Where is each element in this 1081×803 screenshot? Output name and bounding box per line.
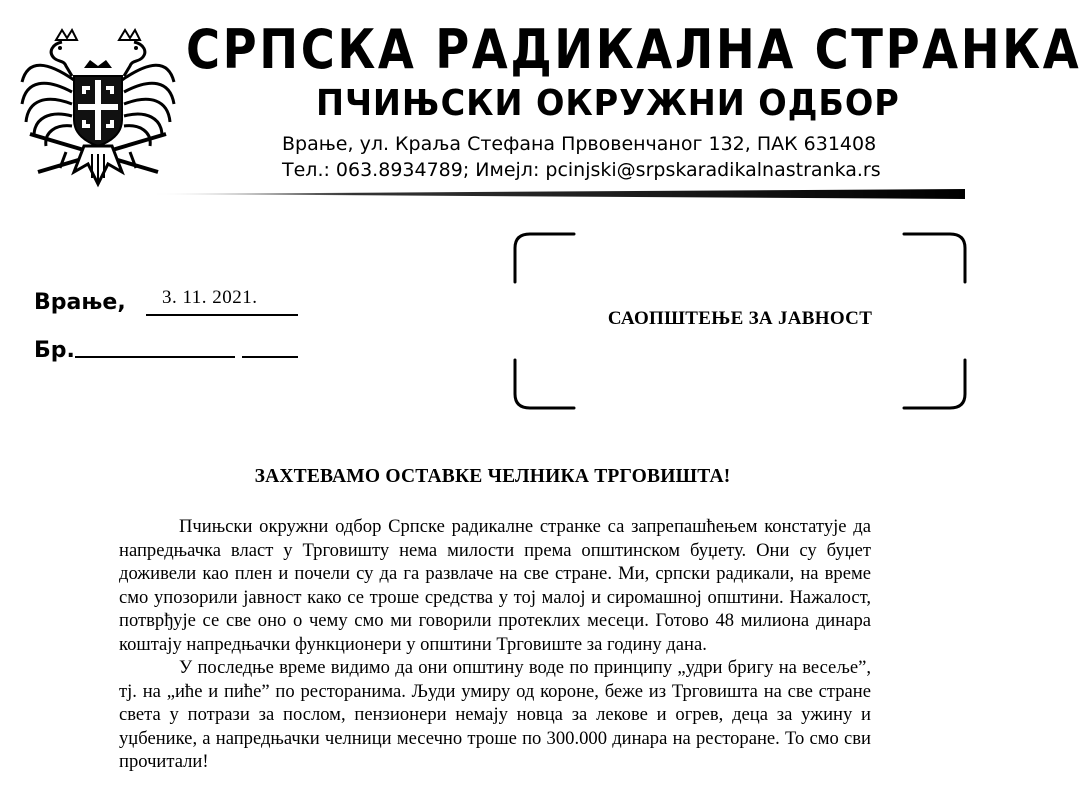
number-suffix-underline xyxy=(242,356,298,358)
committee-name: ПЧИЊСКИ ОКРУЖНИ ОДБОР xyxy=(316,83,900,124)
contact-line: Тел.: 063.8934789; Имејл: pcinjski@srpskaradikalnastranka.rs xyxy=(282,159,881,181)
body-text xyxy=(119,515,871,774)
party-emblem-logo xyxy=(18,22,178,194)
number-underline xyxy=(75,356,235,358)
headline: ЗАХТЕВАМО ОСТАВКЕ ЧЕЛНИКА ТРГОВИШТА! xyxy=(254,466,731,487)
date-underline xyxy=(146,314,298,316)
body-paragraph-1: Пчињски окружни одбор Српске радикалне странке са запрепашћењем констатује да напредњачка власт у Трговишту нема милости према општинском буџету. Они су буџет доживели као плен и почели су да га развлаче на све стране. Ми, српски радикали, на време смо упозорили јавност како се троше средства у тој малој и сиромашној општини. Нажалост, потврђује се све оно о чему смо ми говорили протеклих месеци. Готово 48 милиона динара коштају напредњачки функционери у општини Трговиште за годину дана. xyxy=(119,516,871,655)
release-title: САОПШТЕЊЕ ЗА ЈАВНОСТ xyxy=(607,308,873,329)
address-line: Врање, ул. Краља Стефана Првовенчаног 132, ПАК 631408 xyxy=(282,133,877,155)
body-paragraph-2: У последње време видимо да они општину воде по принципу „удри бригу на весеље”, тј. на „иће и пиће” по ресторанима. Људи умиру од короне, беже из Трговишта на све стране света у потрази за послом, пензионери немају новца за лекове и огрев, деца за ужину и уџбенике, а напредњачки челници месечно троше по 300.000 динара на ресторане. То смо сви прочитали! xyxy=(119,657,871,772)
date-value: 3. 11. 2021. xyxy=(162,287,258,308)
party-name: СРПСКА РАДИКАЛНА СТРАНКА xyxy=(186,18,1081,81)
place-label: Врање, xyxy=(34,290,126,315)
header-divider xyxy=(150,188,965,200)
number-label: Бр. xyxy=(34,338,75,363)
